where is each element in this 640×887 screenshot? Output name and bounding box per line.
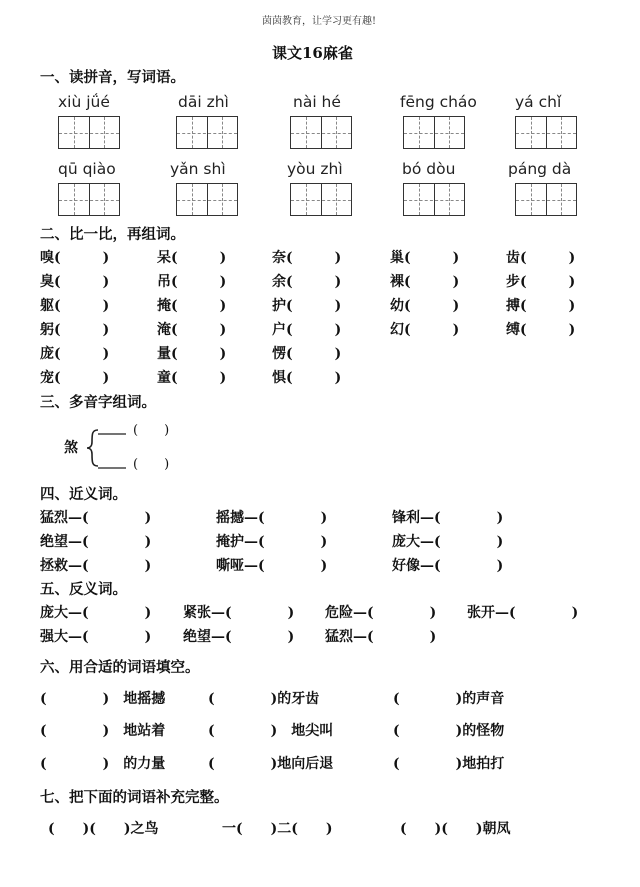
antonym-item: 紧张—( ) <box>183 605 295 621</box>
synonym-item: 掩护—( ) <box>216 534 328 550</box>
synonym-item: 好像—( ) <box>392 558 504 574</box>
fill-item: ( ) 地站着 <box>40 723 166 739</box>
pinyin-4: fēng cháo <box>400 93 477 111</box>
antonym-item: 危险—( ) <box>325 605 437 621</box>
writing-box[interactable] <box>403 116 465 149</box>
fill-item: ( ) 的力量 <box>40 756 166 772</box>
writing-box[interactable] <box>515 183 577 216</box>
pinyin-8: yòu zhì <box>287 160 343 178</box>
compare-item: 奈( ) <box>272 250 342 266</box>
section-3-heading: 三、多音字组词。 <box>40 394 156 411</box>
polyphone-char: 煞 <box>64 440 78 456</box>
antonym-item: 张开—( ) <box>467 605 579 621</box>
compare-item: 护( ) <box>272 298 342 314</box>
section-7-heading: 七、把下面的词语补充完整。 <box>40 789 229 806</box>
fill-item: ( ) 地摇撼 <box>40 691 166 707</box>
fill-item: ( )地向后退 <box>208 756 334 772</box>
antonym-item: 绝望—( ) <box>183 629 295 645</box>
fill-item: ( )的怪物 <box>393 723 505 739</box>
compare-item: 量( ) <box>157 346 227 362</box>
compare-item: 余( ) <box>272 274 342 290</box>
compare-item: 搏( ) <box>506 298 576 314</box>
writing-box[interactable] <box>58 116 120 149</box>
pinyin-2: dāi zhì <box>178 93 229 111</box>
tagline: 茵茵教育，让学习更有趣! <box>262 16 377 27</box>
section-4-heading: 四、近义词。 <box>40 486 127 503</box>
fill-item: ( )的牙齿 <box>208 691 320 707</box>
compare-item: 幻( ) <box>390 322 460 338</box>
section-5-heading: 五、反义词。 <box>40 581 127 598</box>
fill-item: ( )地拍打 <box>393 756 505 772</box>
pinyin-1: xiù jǘé <box>58 93 110 111</box>
synonym-item: 嘶哑—( ) <box>216 558 328 574</box>
brace-icon <box>86 424 132 472</box>
writing-box[interactable] <box>58 183 120 216</box>
compare-item: 臭( ) <box>40 274 110 290</box>
writing-box[interactable] <box>176 183 238 216</box>
antonym-item: 庞大—( ) <box>40 605 152 621</box>
writing-box[interactable] <box>515 116 577 149</box>
antonym-item: 强大—( ) <box>40 629 152 645</box>
pinyin-7: yǎn shì <box>170 160 226 178</box>
page-title: 课文16麻雀 <box>272 44 353 62</box>
writing-box[interactable] <box>290 183 352 216</box>
compare-item: 巢( ) <box>390 250 460 266</box>
compare-item: 愣( ) <box>272 346 342 362</box>
pinyin-6: qū qiào <box>58 160 116 178</box>
polyphone-line-2: ( ) <box>133 457 170 472</box>
compare-item: 躬( ) <box>40 322 110 338</box>
compare-item: 宠( ) <box>40 370 110 386</box>
polyphone-line-1: ( ) <box>133 423 170 438</box>
compare-item: 户( ) <box>272 322 342 338</box>
compare-item: 步( ) <box>506 274 576 290</box>
writing-box[interactable] <box>176 116 238 149</box>
compare-item: 掩( ) <box>157 298 227 314</box>
synonym-item: 绝望—( ) <box>40 534 152 550</box>
section-2-heading: 二、比一比，再组词。 <box>40 226 185 243</box>
compare-item: 躯( ) <box>40 298 110 314</box>
idiom-item: 一( )二( ) <box>222 821 333 837</box>
section-1-heading: 一、读拼音，写词语。 <box>40 69 185 86</box>
compare-item: 童( ) <box>157 370 227 386</box>
synonym-item: 猛烈—( ) <box>40 510 152 526</box>
fill-item: ( ) 地尖叫 <box>208 723 334 739</box>
writing-box[interactable] <box>290 116 352 149</box>
pinyin-3: nài hé <box>293 93 341 111</box>
synonym-item: 庞大—( ) <box>392 534 504 550</box>
pinyin-10: páng dà <box>508 160 572 178</box>
synonym-item: 摇撼—( ) <box>216 510 328 526</box>
compare-item: 幼( ) <box>390 298 460 314</box>
compare-item: 嗅( ) <box>40 250 110 266</box>
idiom-item: ( )( )之鸟 <box>48 821 159 837</box>
compare-item: 缚( ) <box>506 322 576 338</box>
idiom-item: ( )( )朝凤 <box>400 821 511 837</box>
writing-box[interactable] <box>403 183 465 216</box>
synonym-item: 锋利—( ) <box>392 510 504 526</box>
antonym-item: 猛烈—( ) <box>325 629 437 645</box>
pinyin-9: bó dòu <box>402 160 456 178</box>
compare-item: 惧( ) <box>272 370 342 386</box>
compare-item: 吊( ) <box>157 274 227 290</box>
compare-item: 淹( ) <box>157 322 227 338</box>
compare-item: 庞( ) <box>40 346 110 362</box>
compare-item: 齿( ) <box>506 250 576 266</box>
compare-item: 呆( ) <box>157 250 227 266</box>
compare-item: 裸( ) <box>390 274 460 290</box>
synonym-item: 拯救—( ) <box>40 558 152 574</box>
section-6-heading: 六、用合适的词语填空。 <box>40 659 200 676</box>
pinyin-5: yá chǐ <box>515 93 562 111</box>
fill-item: ( )的声音 <box>393 691 505 707</box>
